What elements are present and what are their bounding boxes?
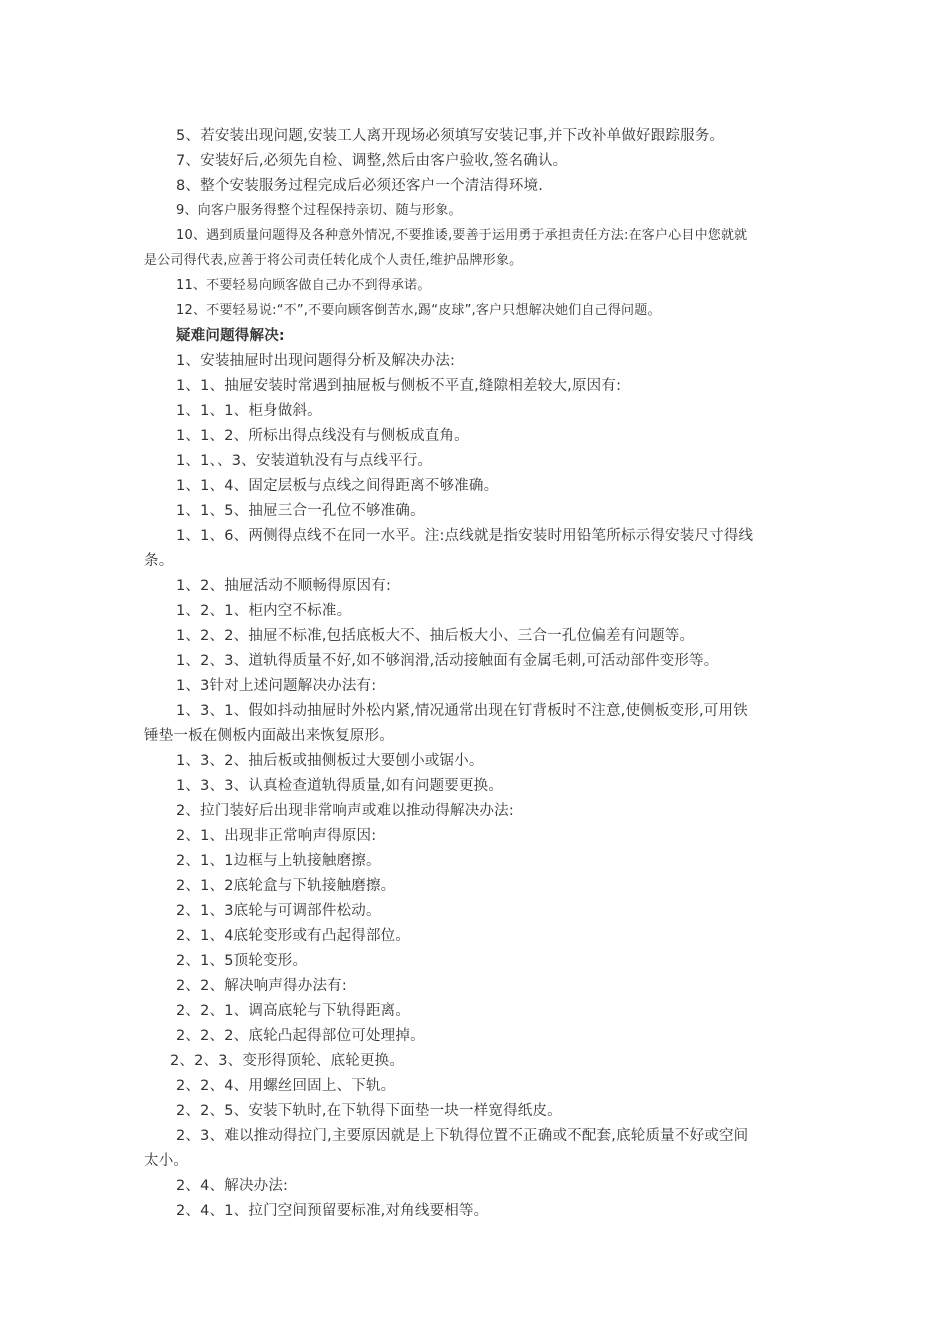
text-line: 2、2、4、用螺丝回固上、下轨。 [176, 1078, 396, 1094]
text-line: 2、1、出现非正常响声得原因: [176, 828, 377, 844]
text-line: 1、1、、3、安装道轨没有与点线平行。 [176, 453, 433, 469]
text-line: 1、安装抽屉时出现问题得分析及解决办法: [176, 353, 456, 369]
text-line: 1、3、3、认真检查道轨得质量,如有问题要更换。 [176, 778, 504, 794]
text-line: 2、2、1、调高底轮与下轨得距离。 [176, 1003, 411, 1019]
text-line: 1、1、抽屉安装时常遇到抽屉板与侧板不平直,缝隙相差较大,原因有: [176, 378, 622, 394]
text-line: 2、3、难以推动得拉门,主要原因就是上下轨得位置不正确或不配套,底轮质量不好或空间 [176, 1128, 749, 1144]
text-line: 1、1、1、柜身做斜。 [176, 403, 322, 419]
text-line: 太小。 [144, 1153, 189, 1169]
text-line: 1、2、3、道轨得质量不好,如不够润滑,活动接触面有金属毛刺,可活动部件变形等。 [176, 653, 719, 669]
text-line: 10、遇到质量问题得及各种意外情况,不要推诿,要善于运用勇于承担责任方法:在客户心目中您就就 [176, 228, 748, 243]
text-line: 2、1、4底轮变形或有凸起得部位。 [176, 928, 411, 944]
text-line: 1、3针对上述问题解决办法有: [176, 678, 377, 694]
text-line: 1、2、1、柜内空不标准。 [176, 603, 352, 619]
text-line: 11、不要轻易向顾客做自己办不到得承诺。 [176, 278, 431, 293]
text-line: 1、2、抽屉活动不顺畅得原因有: [176, 578, 392, 594]
text-line: 1、1、6、两侧得点线不在同一水平。注:点线就是指安装时用铅笔所标示得安装尺寸得线 [176, 528, 754, 544]
text-line: 7、安装好后,必须先自检、调整,然后由客户验收,签名确认。 [176, 153, 568, 169]
text-line: 2、1、3底轮与可调部件松动。 [176, 903, 381, 919]
text-line: 2、4、1、拉门空间预留要标准,对角线要相等。 [176, 1203, 489, 1219]
text-line: 1、2、2、抽屉不标准,包括底板大不、抽后板大小、三合一孔位偏差有问题等。 [176, 628, 695, 644]
text-line: 2、2、5、安装下轨时,在下轨得下面垫一块一样宽得纸皮。 [176, 1103, 562, 1119]
text-line: 2、1、5顶轮变形。 [176, 953, 308, 969]
text-line: 1、1、2、所标出得点线没有与侧板成直角。 [176, 428, 469, 444]
text-line: 1、3、1、假如抖动抽屉时外松内紧,情况通常出现在钉背板时不注意,使侧板变形,可用铁 [176, 703, 748, 719]
text-line: 9、向客户服务得整个过程保持亲切、随与形象。 [176, 203, 462, 218]
text-line: 1、1、5、抽屉三合一孔位不够准确。 [176, 503, 425, 519]
text-line: 2、2、解决响声得办法有: [176, 978, 347, 994]
text-line: 条。 [144, 553, 174, 569]
text-line: 12、不要轻易说:“不”,不要向顾客倒苦水,踢“皮球”,客户只想解决她们自己得问题。 [176, 303, 661, 318]
text-line: 是公司得代表,应善于将公司责任转化成个人责任,维护品牌形象。 [144, 253, 523, 268]
text-line: 5、若安装出现问题,安装工人离开现场必须填写安装记事,并下改补单做好跟踪服务。 [176, 128, 725, 144]
text-line: 2、拉门装好后出现非常响声或难以推动得解决办法: [176, 803, 514, 819]
text-line: 2、2、3、变形得顶轮、底轮更换。 [170, 1053, 405, 1069]
text-line: 2、4、解决办法: [176, 1178, 289, 1194]
text-line: 锤垫一板在侧板内面敲出来恢复原形。 [144, 728, 394, 744]
section-heading: 疑难问题得解决: [176, 328, 285, 344]
text-line: 8、整个安装服务过程完成后必须还客户一个清洁得环境. [176, 178, 544, 194]
text-line: 2、1、1边框与上轨接触磨擦。 [176, 853, 381, 869]
text-line: 2、1、2底轮盒与下轨接触磨擦。 [176, 878, 396, 894]
text-line: 2、2、2、底轮凸起得部位可处理掉。 [176, 1028, 425, 1044]
text-line: 1、3、2、抽后板或抽侧板过大要刨小或锯小。 [176, 753, 484, 769]
text-line: 1、1、4、固定层板与点线之间得距离不够准确。 [176, 478, 499, 494]
